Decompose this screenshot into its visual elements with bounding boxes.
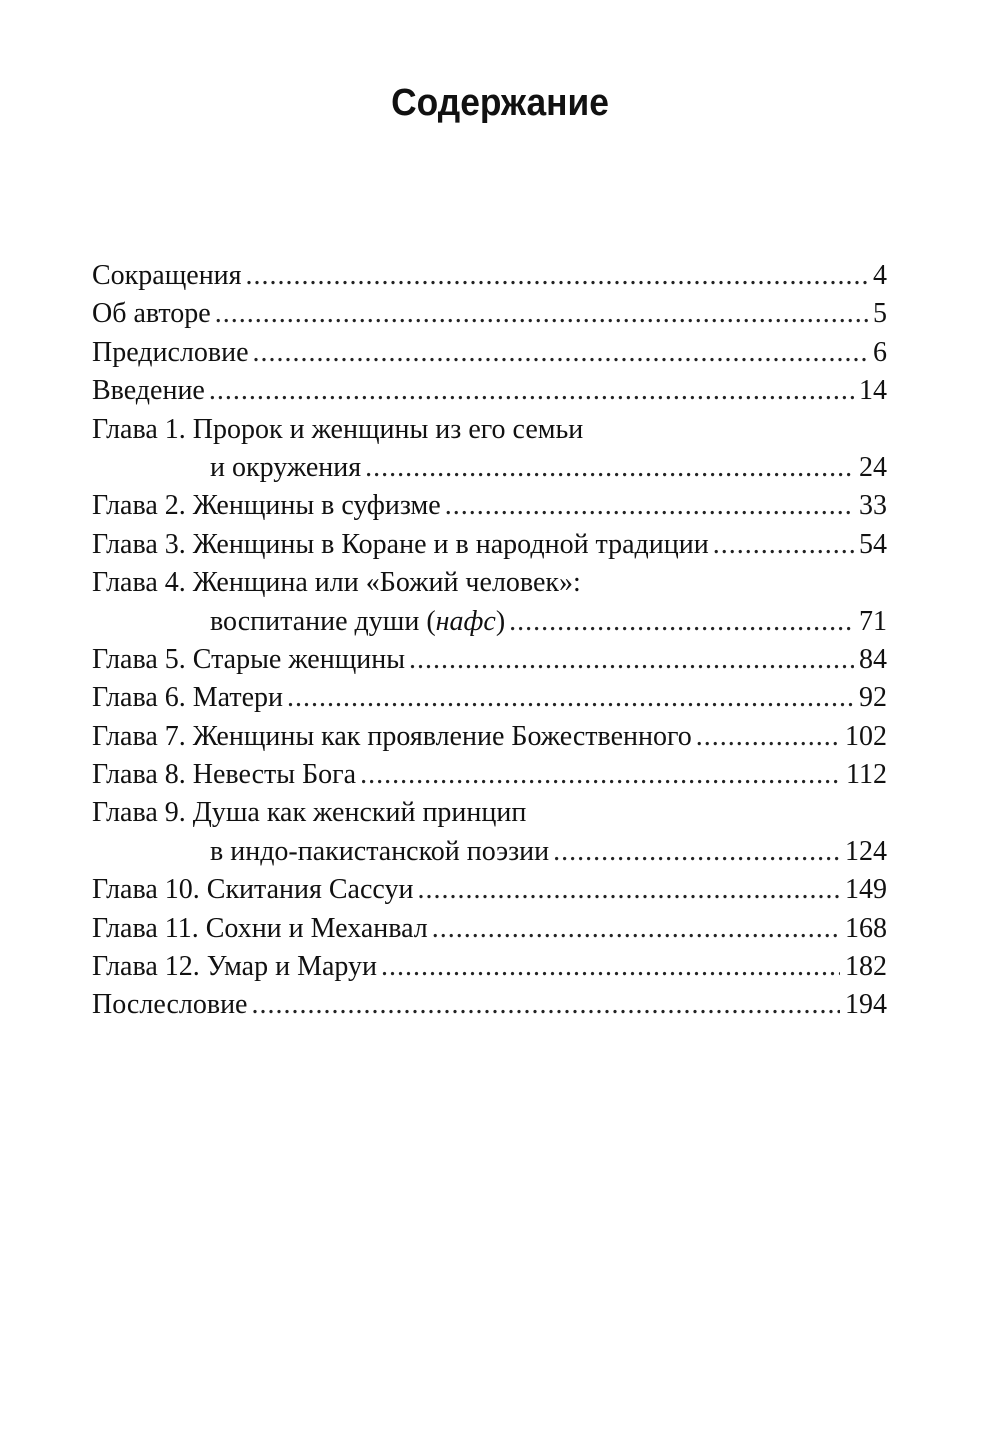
toc-entry-label: Введение	[92, 375, 205, 407]
toc-entry-label: Глава 12. Умар и Маруи	[92, 951, 378, 983]
toc-entry-label: Глава 9. Душа как женский принцип	[92, 797, 527, 829]
toc-entry-continuation-text: и окружения	[210, 451, 362, 483]
toc-entry-chapter-3	[92, 526, 887, 564]
toc-page-number: 54	[859, 528, 887, 560]
table-of-contents	[92, 257, 887, 1025]
toc-entry-chapter-4	[92, 564, 887, 602]
toc-page-number: 6	[873, 336, 887, 368]
toc-page-number: 102	[845, 720, 887, 752]
toc-entry-chapter-8	[92, 756, 887, 794]
toc-entry-afterword	[92, 986, 887, 1024]
dot-leader	[713, 526, 854, 564]
toc-entry-label: Предисловие	[92, 336, 249, 368]
dot-leader	[365, 449, 854, 487]
toc-page-number: 112	[846, 759, 887, 791]
toc-entry-label: Глава 6. Матери	[92, 682, 284, 714]
toc-page-number: 24	[859, 451, 887, 483]
toc-page-number: 182	[845, 951, 887, 983]
dot-leader	[251, 986, 840, 1024]
toc-entry-chapter-10	[92, 871, 887, 909]
toc-entry-chapter-5	[92, 641, 887, 679]
toc-entry-preface	[92, 334, 887, 372]
toc-entry-label: Послесловие	[92, 989, 248, 1021]
dot-leader	[360, 756, 841, 794]
toc-page-number: 33	[859, 490, 887, 522]
toc-entry-chapter-4-continued	[92, 603, 887, 641]
toc-entry-label: Сокращения	[92, 260, 242, 291]
toc-entry-continuation	[92, 833, 549, 871]
toc-entry-label: Глава 3. Женщины в Коране и в народной традиции	[92, 528, 709, 560]
toc-entry-label: Глава 8. Невесты Бога	[92, 759, 357, 791]
toc-entry-chapter-1-continued	[92, 449, 887, 487]
toc-entry-label: Глава 10. Скитания Сассуи	[92, 874, 414, 906]
dot-leader	[696, 718, 840, 756]
toc-page-number: 4	[873, 260, 887, 291]
dot-leader	[553, 833, 840, 871]
toc-entry-chapter-7	[92, 718, 887, 756]
dot-leader	[246, 257, 868, 295]
toc-page-number: 84	[859, 643, 887, 675]
dot-leader	[381, 948, 840, 986]
toc-entry-label: Глава 5. Старые женщины	[92, 643, 406, 675]
toc-page-number: 124	[845, 835, 887, 867]
toc-entry-continuation	[92, 603, 505, 641]
dot-leader	[417, 871, 840, 909]
dot-leader	[432, 910, 840, 948]
toc-page-number: 168	[845, 912, 887, 944]
toc-entry-label: Глава 1. Пророк и женщины из его семьи	[92, 413, 584, 445]
toc-entry-continuation-text-a: воспитание души (	[210, 605, 436, 637]
toc-entry-continuation-text: в индо-пакистанской поэзии	[210, 835, 550, 867]
toc-page-number: 5	[873, 298, 887, 330]
toc-entry-chapter-6	[92, 679, 887, 717]
dot-leader	[287, 679, 854, 717]
toc-entry-chapter-2	[92, 487, 887, 525]
toc-entry-label: Глава 7. Женщины как проявление Божественного	[92, 720, 692, 752]
toc-entry-introduction	[92, 372, 887, 410]
toc-entry-continuation	[92, 449, 361, 487]
toc-entry-label: Глава 11. Сохни и Механвал	[92, 912, 428, 944]
page-title: Содержание	[391, 82, 609, 124]
toc-entry-label: Об авторе	[92, 298, 211, 330]
toc-entry-chapter-12	[92, 948, 887, 986]
toc-page-number: 194	[845, 989, 887, 1021]
toc-entry-chapter-9-continued	[92, 833, 887, 871]
toc-page-number: 92	[859, 682, 887, 714]
dot-leader	[215, 295, 868, 333]
dot-leader	[253, 334, 868, 372]
toc-page-number: 71	[859, 605, 887, 637]
toc-entry-abbreviations	[92, 257, 887, 295]
dot-leader	[409, 641, 854, 679]
toc-page-number: 149	[845, 874, 887, 906]
toc-entry-continuation-italic: нафс	[435, 605, 496, 637]
toc-entry-label: Глава 2. Женщины в суфизме	[92, 490, 441, 522]
toc-entry-chapter-11	[92, 910, 887, 948]
dot-leader	[209, 372, 854, 410]
dot-leader	[445, 487, 854, 525]
toc-page-number: 14	[859, 375, 887, 407]
toc-entry-label: Глава 4. Женщина или «Божий человек»:	[92, 567, 581, 599]
toc-entry-chapter-1	[92, 411, 887, 449]
toc-entry-continuation-text-b: )	[495, 605, 506, 637]
dot-leader	[509, 603, 854, 641]
toc-entry-chapter-9	[92, 794, 887, 832]
toc-entry-about-author	[92, 295, 887, 333]
